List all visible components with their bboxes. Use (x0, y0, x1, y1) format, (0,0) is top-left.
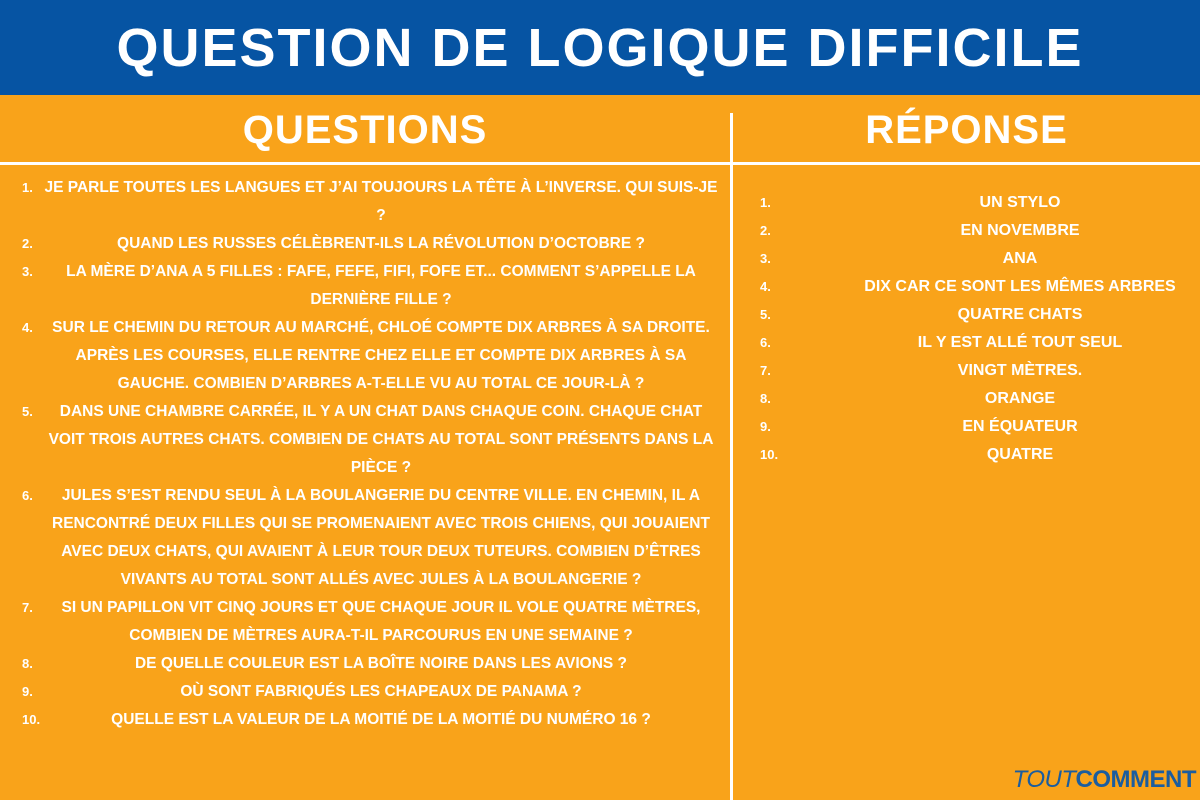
answer-text: QUATRE (986, 446, 1054, 463)
answer-item (740, 301, 1200, 329)
answer-text: IL Y EST ALLÉ TOUT SEUL (917, 334, 1123, 351)
question-number: 3. (22, 264, 33, 279)
logo-part1: TOUT (1012, 766, 1076, 793)
answer-number: 5. (760, 307, 771, 322)
question-item (0, 174, 730, 230)
question-number: 1. (22, 180, 33, 195)
answer-item (740, 329, 1200, 357)
question-number: 5. (22, 404, 33, 419)
question-text: QUAND LES RUSSES CÉLÈBRENT-ILS LA RÉVOLUTION D’OCTOBRE ? (117, 235, 645, 252)
question-text: SUR LE CHEMIN DU RETOUR AU MARCHÉ, CHLOÉ COMPTE DIX ARBRES À SA DROITE. APRÈS LES COURSES, ELLE RENTRE CHEZ ELLE ET COMPTE DIX ARBRES À SA GAUCHE. COMBIEN D’ARBRES A-T-ELLE VU AU TOTAL CE JOUR-LÀ ? (52, 319, 710, 392)
questions-heading: QUESTIONS (242, 107, 488, 152)
question-item (0, 706, 730, 734)
question-item (0, 482, 730, 594)
answer-item (740, 385, 1200, 413)
answer-number: 6. (760, 335, 771, 350)
answer-item (740, 189, 1200, 217)
question-text: LA MÈRE D’ANA A 5 FILLES : FAFE, FEFE, FIFI, FOFE ET... COMMENT S’APPELLE LA DERNIÈRE FILLE ? (66, 263, 696, 308)
question-text: JE PARLE TOUTES LES LANGUES ET J’AI TOUJOURS LA TÊTE À L’INVERSE. QUI SUIS-JE ? (44, 179, 718, 224)
question-number: 7. (22, 600, 33, 615)
logo-part2: COMMENT (1075, 766, 1196, 793)
question-text: QUELLE EST LA VALEUR DE LA MOITIÉ DE LA MOITIÉ DU NUMÉRO 16 ? (111, 711, 651, 728)
answer-number: 7. (760, 363, 771, 378)
toutcomment-logo (1013, 766, 1196, 794)
question-item (0, 230, 730, 258)
question-text: DANS UNE CHAMBRE CARRÉE, IL Y A UN CHAT DANS CHAQUE COIN. CHAQUE CHAT VOIT TROIS AUTRES CHATS. COMBIEN DE CHATS AU TOTAL SONT PRÉSENTS DANS LA PIÈCE ? (48, 403, 714, 476)
answers-list (740, 189, 1200, 469)
question-number: 6. (22, 488, 33, 503)
question-text: OÙ SONT FABRIQUÉS LES CHAPEAUX DE PANAMA ? (180, 683, 582, 700)
answer-number: 2. (760, 223, 771, 238)
question-item (0, 678, 730, 706)
answer-text: EN NOVEMBRE (960, 222, 1080, 239)
answer-number: 10. (760, 447, 779, 462)
question-item (0, 650, 730, 678)
questions-list (0, 174, 730, 734)
question-item (0, 594, 730, 650)
question-number: 8. (22, 656, 33, 671)
answer-text: ORANGE (984, 390, 1056, 407)
answer-text: VINGT MÈTRES. (957, 362, 1083, 379)
question-item (0, 314, 730, 398)
question-text: JULES S’EST RENDU SEUL À LA BOULANGERIE DU CENTRE VILLE. EN CHEMIN, IL A RENCONTRÉ DEUX FILLES QUI SE PROMENAIENT AVEC TROIS CHIENS, QUI JOUAIENT AVEC DEUX CHATS, QUI AVAIENT À LEUR TOUR DEUX TUTEURS. COMBIEN D’ÊTRES VIVANTS AU TOTAL SONT ALLÉS AVEC JULES À LA BOULANGERIE ? (52, 487, 710, 588)
question-number: 2. (22, 236, 33, 251)
question-text: SI UN PAPILLON VIT CINQ JOURS ET QUE CHAQUE JOUR IL VOLE QUATRE MÈTRES, COMBIEN DE MÈTRES AURA-T-IL PARCOURUS EN UNE SEMAINE ? (61, 599, 701, 644)
answer-item (740, 217, 1200, 245)
answer-number: 9. (760, 419, 771, 434)
answer-text: EN ÉQUATEUR (962, 418, 1078, 435)
answer-item (740, 357, 1200, 385)
answer-number: 4. (760, 279, 771, 294)
answer-item (740, 273, 1200, 301)
answer-number: 1. (760, 195, 771, 210)
page-title: QUESTION DE LOGIQUE DIFFICILE (116, 17, 1084, 78)
question-number: 10. (22, 712, 41, 727)
question-number: 4. (22, 320, 33, 335)
answer-item (740, 441, 1200, 469)
divider-vertical (730, 113, 733, 800)
answer-item (740, 413, 1200, 441)
question-item (0, 398, 730, 482)
divider-horizontal (0, 162, 1200, 165)
question-text: DE QUELLE COULEUR EST LA BOÎTE NOIRE DANS LES AVIONS ? (134, 655, 627, 672)
answer-item (740, 245, 1200, 273)
answer-text: UN STYLO (979, 194, 1061, 211)
answer-text: QUATRE CHATS (957, 306, 1083, 323)
answer-number: 3. (760, 251, 771, 266)
answer-number: 8. (760, 391, 771, 406)
question-item (0, 258, 730, 314)
answers-heading: RÉPONSE (865, 107, 1068, 152)
answer-text: ANA (1002, 250, 1038, 267)
answer-text: DIX CAR CE SONT LES MÊMES ARBRES (864, 278, 1176, 295)
title-banner (0, 0, 1200, 95)
question-number: 9. (22, 684, 33, 699)
